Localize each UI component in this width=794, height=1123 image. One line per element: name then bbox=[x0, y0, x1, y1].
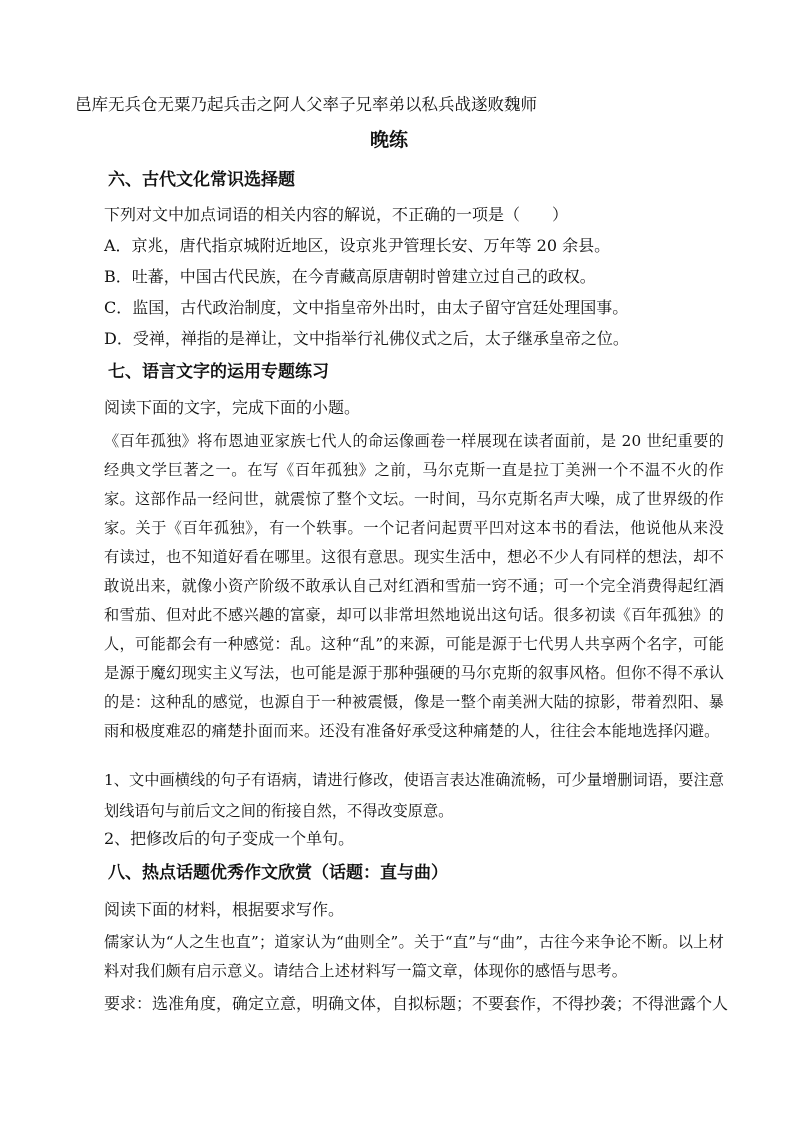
top-line: 邑库无兵仓无粟乃起兵击之阿人父率子兄率弟以私兵战遂败魏师 bbox=[75, 95, 537, 114]
section8-heading: 八、热点话题优秀作文欣赏（话题：直与曲） bbox=[108, 863, 448, 883]
option-a: A．京兆，唐代指京城附近地区，设京兆尹管理长安、万年等 20 余县。 bbox=[104, 236, 611, 255]
section7-q1: 1、文中画横线的句子有语病，请进行修改，使语言表达准确流畅，可少量增删词语，要注意划线语句与前后文之间的衔接自然，不得改变原意。 bbox=[104, 771, 724, 820]
section8-intro: 阅读下面的材料，根据要求写作。 bbox=[104, 900, 345, 919]
page-title: 晚练 bbox=[370, 129, 409, 151]
section7-intro: 阅读下面的文字，完成下面的小题。 bbox=[104, 398, 361, 417]
section7-passage: 《百年孤独》将布恩迪亚家族七代人的命运像画卷一样展现在读者面前，是 20 世纪重要的经典文学巨著之一。在写《百年孤独》之前，马尔克斯一直是拉丁美洲一个不温不火的作家。这部作品一经问世，就震惊了整个文坛。一时间，马尔克斯名声大噪，成了世界级的作家。关于《百年孤独》，有一个轶事。一个记者问起贾平凹对这本书的看法，他说他从来没有读过，也不知道好看在哪里。这很有意思。现实生活中，想必不少人有同样的想法，却不敢说出来，就像小资产阶级不敢承认自己对红酒和雪茄一窍不通；可一个完全消费得起红酒和雪茄、但对此不感兴趣的富豪，却可以非常坦然地说出这句话。很多初读《百年孤独》的人，可能都会有一种感觉：乱。这种“乱”的来源，可能是源于七代男人共享两个名字，可能是源于魔幻现实主义写法，也可能是源于那种强硬的马尔克斯的叙事风格。但你不得不承认的是：这种乱的感觉，也源自于一种被震慑，像是一整个南美洲大陆的掠影，带着烈阳、暴雨和极度难忍的痛楚扑面而来。还没有准备好承受这种痛楚的人，往往会本能地选择闪避。 bbox=[104, 432, 724, 740]
option-c: C．监国，古代政治制度，文中指皇帝外出时，由太子留守宫廷处理国事。 bbox=[104, 298, 629, 317]
option-d: D．受禅，禅指的是禅让，文中指举行礼佛仪式之后，太子继承皇帝之位。 bbox=[104, 329, 629, 348]
option-b: B．吐蕃，中国古代民族，在今青藏高原唐朝时曾建立过自己的政权。 bbox=[104, 267, 596, 286]
section8-requirement: 要求：选准角度，确定立意，明确文体，自拟标题；不要套作，不得抄袭；不得泄露个人 bbox=[104, 994, 729, 1013]
section6-heading: 六、古代文化常识选择题 bbox=[108, 170, 295, 190]
section6-question: 下列对文中加点词语的相关内容的解说，不正确的一项是（ ） bbox=[104, 205, 569, 224]
section7-q2: 2、把修改后的句子变成一个单句。 bbox=[104, 829, 355, 848]
section7-heading: 七、语言文字的运用专题练习 bbox=[108, 362, 329, 382]
section8-material: 儒家认为“人之生也直”；道家认为“曲则全”。关于“直”与“曲”，古往今来争论不断。以上材料对我们颇有启示意义。请结合上述材料写一篇文章，体现你的感悟与思考。 bbox=[104, 933, 724, 980]
